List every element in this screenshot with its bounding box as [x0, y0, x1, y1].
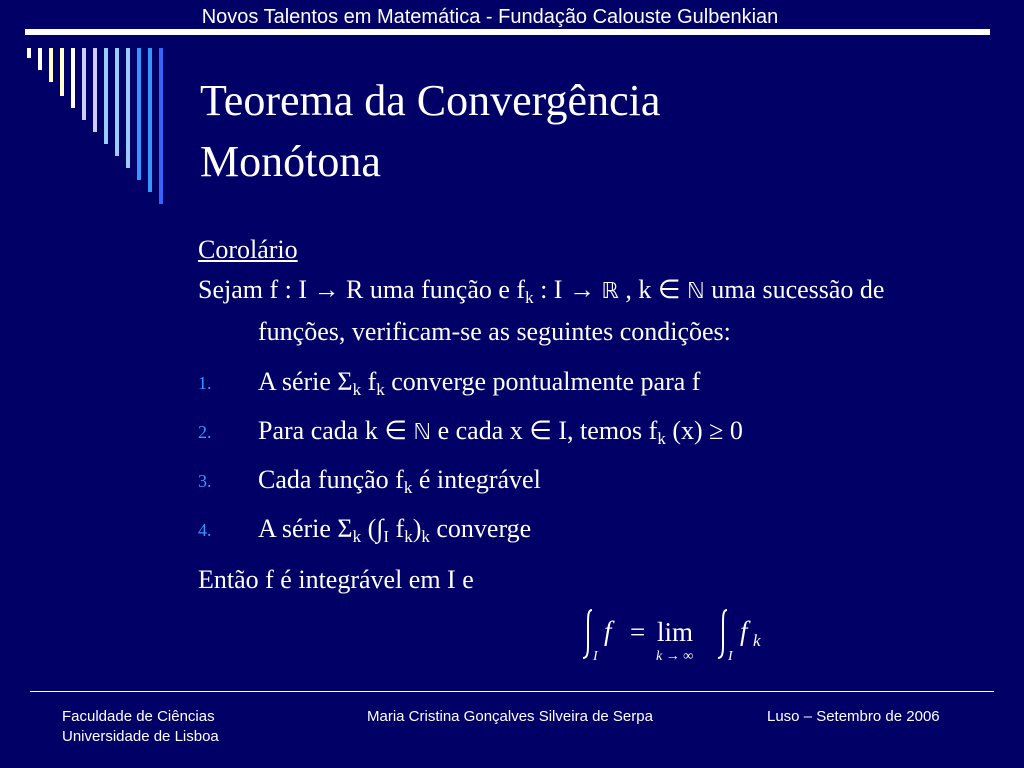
decor-stripe [137, 48, 141, 180]
integral-sign [583, 610, 592, 658]
intro-subscript: k [525, 288, 534, 307]
equals-sign: = [630, 617, 646, 647]
corolario-heading: Corolário [198, 235, 298, 264]
intro-paragraph [198, 270, 968, 352]
list-item [198, 411, 968, 460]
list-number: 4. [198, 520, 212, 540]
list-item [198, 362, 968, 411]
decor-stripe [71, 48, 75, 108]
list-text [258, 411, 743, 453]
integrand: f [604, 616, 612, 646]
integral-domain: I [728, 649, 733, 664]
integral-sign [718, 610, 727, 658]
item-text: f [389, 514, 405, 543]
conclusion-text: Então f é integrável em I e [198, 565, 474, 594]
intro-part: Sejam f : I → R uma função e f [198, 275, 526, 304]
item-sub: k [403, 478, 413, 497]
list-text [258, 460, 541, 500]
item-text: A série Σ [258, 514, 353, 543]
natural-set-symbol: ℕ [687, 279, 705, 304]
decor-stripe [93, 48, 97, 132]
list-text [258, 509, 531, 549]
integrand-index: k [753, 631, 761, 650]
integral-domain: I [593, 649, 598, 664]
item-text: (∫ [361, 514, 384, 543]
decor-stripe [82, 48, 86, 120]
title-line-1: Teorema da Convergência [200, 76, 661, 125]
integrand: f [740, 616, 748, 646]
decor-stripe [27, 48, 31, 58]
footer-date: Luso – Setembro de 2006 [767, 708, 940, 725]
list-item [198, 460, 968, 509]
footer-author: Maria Cristina Gonçalves Silveira de Serpa [367, 708, 653, 725]
intro-part: : I → [533, 275, 602, 304]
list-number: 2. [198, 422, 212, 442]
item-sub: I [383, 527, 390, 546]
title-line-2: Monótona [200, 137, 381, 186]
item-sub: k [376, 380, 385, 399]
list-number: 1. [198, 373, 212, 393]
decor-stripe [115, 48, 119, 156]
item-text: f [361, 367, 377, 396]
decor-stripe [104, 48, 108, 144]
item-sub: k [421, 527, 430, 546]
real-set-symbol: ℝ [601, 279, 619, 304]
footer-left-line1: Faculdade de Ciências [62, 708, 215, 725]
footer-divider [30, 691, 994, 692]
header-text: Novos Talentos em Matemática - Fundação Calouste Gulbenkian [201, 6, 779, 28]
item-text: ) [412, 514, 422, 543]
item-text: e cada x ∈ I, temos f [431, 416, 658, 445]
list-number: 3. [198, 471, 212, 491]
item-sub: k [404, 527, 413, 546]
slide-title [200, 70, 960, 192]
header-bar [25, 29, 990, 35]
footer-left [62, 707, 219, 747]
integral-limit-formula [580, 604, 780, 664]
decor-stripe [60, 48, 64, 96]
intro-part: uma sucessão de funções, verificam-se as seguintes condições: [258, 275, 885, 346]
decor-stripe [38, 48, 42, 70]
footer-left-line2: Universidade de Lisboa [62, 728, 219, 745]
limit-subscript: k → ∞ [656, 649, 694, 664]
item-sub: k [657, 429, 666, 448]
list-item [198, 509, 968, 558]
item-text: converge [429, 514, 532, 543]
slide-body [198, 230, 968, 610]
item-text: converge pontualmente para f [384, 367, 701, 396]
conclusion [198, 560, 968, 610]
decor-stripe [49, 48, 53, 82]
natural-set-symbol: ℕ [413, 420, 432, 445]
item-text: A série Σ [258, 367, 353, 396]
item-text: Cada função f [258, 465, 404, 494]
item-text: (x) ≥ 0 [665, 416, 743, 445]
decor-stripe [148, 48, 152, 192]
item-sub: k [352, 380, 362, 399]
item-sub: k [352, 527, 362, 546]
limit-operator: lim [657, 617, 694, 647]
intro-part: , k ∈ [618, 275, 688, 304]
item-text: é integrável [412, 465, 541, 494]
decor-stripe [126, 48, 130, 168]
item-text: Para cada k ∈ [258, 416, 414, 445]
decor-stripe [159, 48, 163, 204]
list-text [258, 362, 700, 402]
